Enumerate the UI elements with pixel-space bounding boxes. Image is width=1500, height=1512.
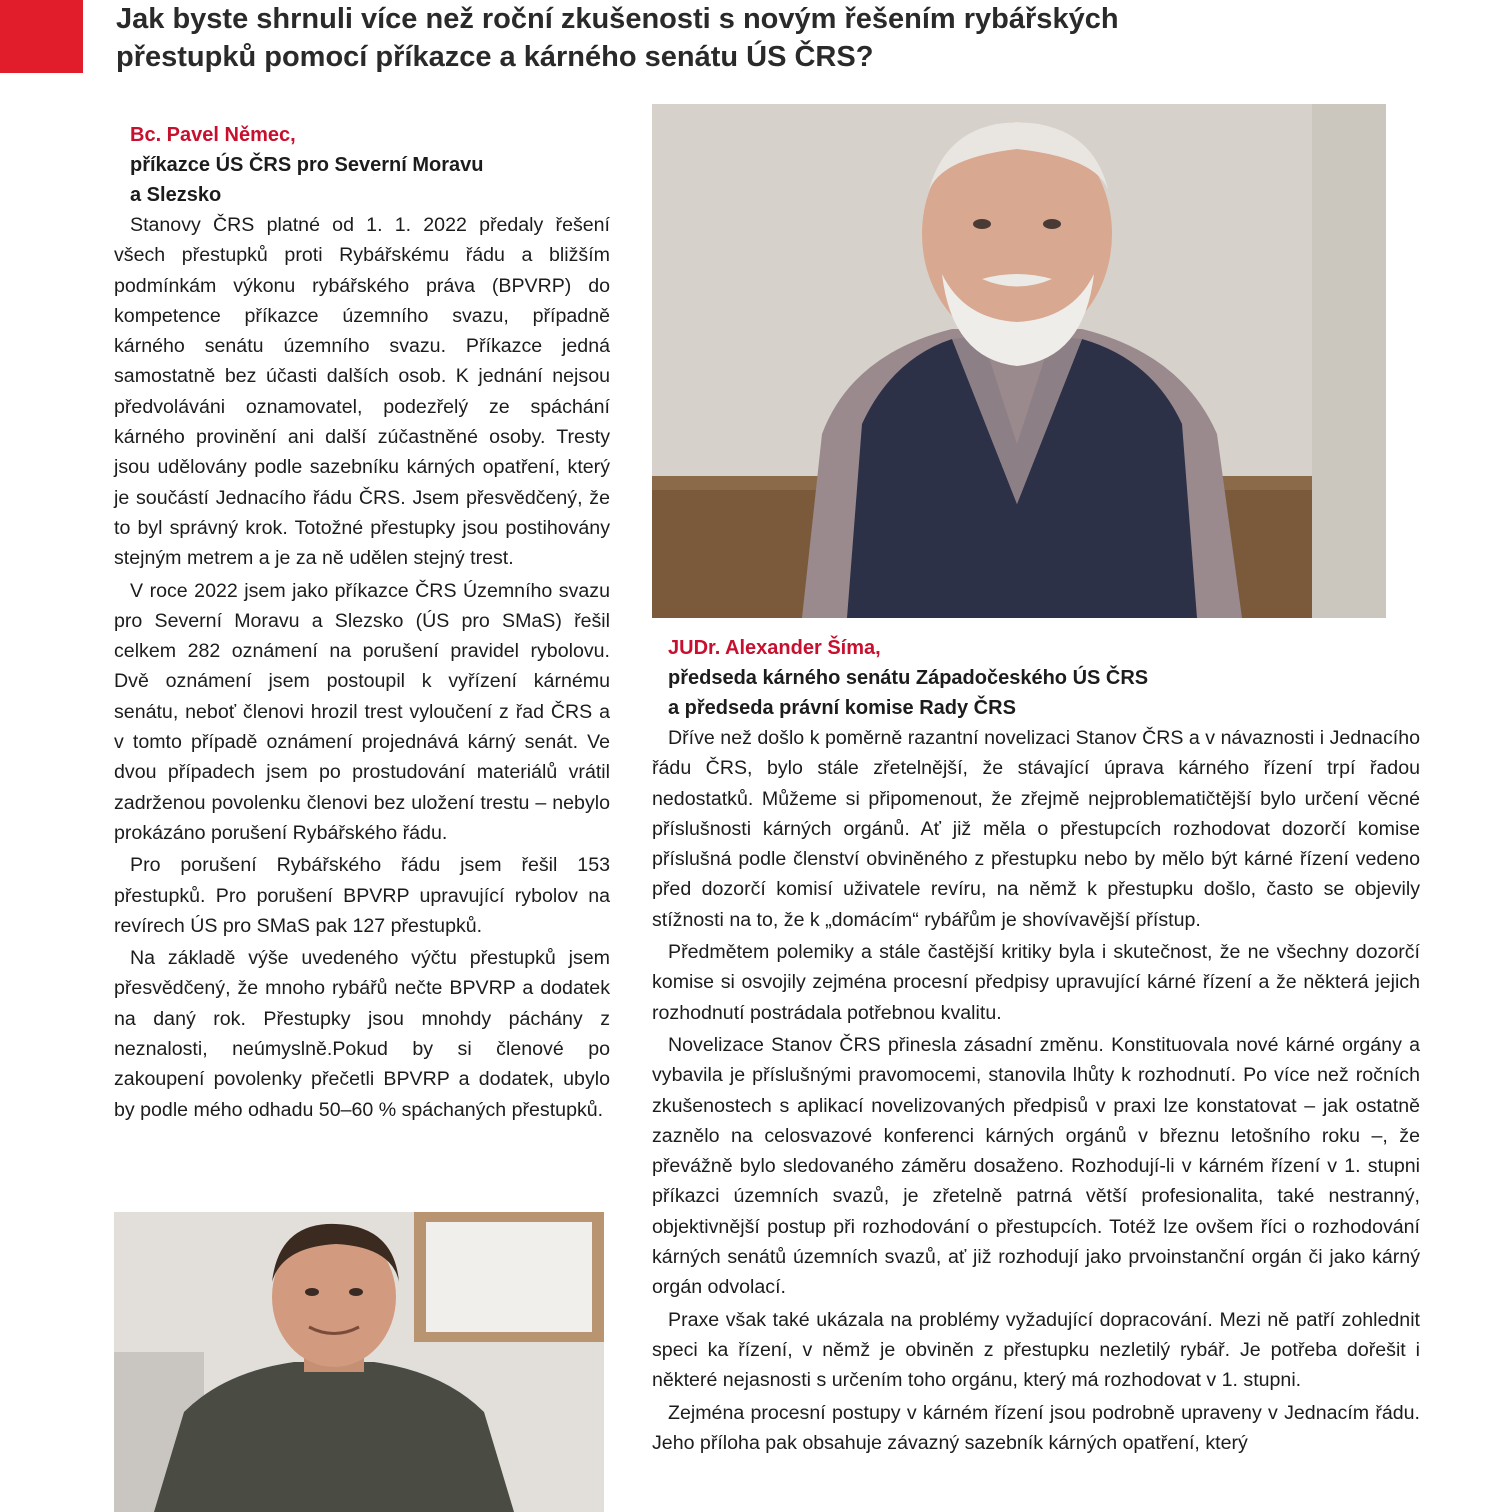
accent-bar — [0, 0, 83, 73]
portrait-illustration — [652, 104, 1386, 618]
author-name: JUDr. Alexander Šíma, — [668, 637, 881, 659]
portrait-illustration — [114, 1212, 604, 1512]
paragraph: Dříve než došlo k poměrně razantní novelizaci Stanov ČRS a v návaznosti i Jednacího řádu ČRS, bylo stále zřetelnější, že stávající úprava kárného řízení trpí řadou nedostatků. Můžeme si připomenout, že zřejmě nejproblematičtější bylo určení věcné příslušnosti kárných orgánů. Ať již měla o přestupcích rozhodovat dozorčí komise příslušná podle členství obviněného z přestupku nebo by mělo být kárné řízení vedeno před dozorčí komisí uživatele revíru, na němž k přestupku došlo, často se objevily stížnosti na to, že k „domácím“ rybářům je shovívavější přístup. — [652, 727, 1420, 931]
author-role-line: příkazce ÚS ČRS pro Severní Moravu — [130, 154, 484, 176]
left-column — [114, 120, 610, 1127]
right-column — [652, 633, 1420, 1460]
paragraph: Předmětem polemiky a stále častější kritiky byla i skutečnost, že ne všechny dozorčí komise si osvojily zejména procesní předpisy upravující kárné řízení a že některá jejich rozhodnutí postrádala potřebnou kvalitu. — [652, 941, 1420, 1024]
paragraph: V roce 2022 jsem jako příkazce ČRS Územního svazu pro Severní Moravu a Slezsko (ÚS pro SMaS) řešil celkem 282 oznámení na porušení pravidel rybolovu. Dvě oznámení jsem postoupil k vyřízení kárnému senátu, neboť členovi hrozil trest vyloučení z řad ČRS a v tomto případě oznámení projednává kárný senát. Ve dvou případech jsem po prostudování materiálů vrátil zadrženou povolenku členovi bez uložení trestu – nebylo prokázáno porušení Rybářského řádu. — [114, 579, 610, 844]
paragraph: Zejména procesní postupy v kárném řízení jsou podrobně upraveny v Jednacím řádu. Jeho příloha pak obsahuje závazný sazebník kárných opatření, který — [652, 1401, 1420, 1454]
paragraph: Stanovy ČRS platné od 1. 1. 2022 předaly řešení všech přestupků proti Rybářskému řádu a bližším podmínkám výkonu rybářského práva (BPVRP) do kompetence příkazce územního svazu, případně kárného senátu územního svazu. Příkazce jedná samostatně bez účasti dalších osob. K jednání nejsou předvoláváni oznamovatel, podezřelý ze spáchání kárného provinění ani další zúčastněné osoby. Tresty jsou udělovány podle sazebníku kárných opatření, který je součástí Jednacího řádu ČRS. Jsem přesvědčený, že to byl správný krok. Totožné přestupky jsou postihovány stejným metrem a je za ně udělen stejný trest. — [114, 214, 610, 570]
question-line: Jak byste shrnuli více než roční zkušenosti s novým řešením rybářských — [116, 3, 1119, 35]
author-role-line: předseda kárného senátu Západočeského ÚS ČRS — [668, 667, 1149, 689]
page-question — [116, 0, 1436, 76]
portrait-photo-sima — [652, 104, 1386, 618]
question-line: přestupků pomocí příkazce a kárného senátu ÚS ČRS? — [116, 41, 874, 73]
paragraph: Pro porušení Rybářského řádu jsem řešil 153 přestupků. Pro porušení BPVRP upravující rybolov na revírech ÚS pro SMaS pak 127 přestupků. — [114, 854, 610, 937]
author-role-line: a předseda právní komise Rady ČRS — [668, 697, 1016, 719]
author-role-line: a Slezsko — [130, 184, 222, 206]
author-name: Bc. Pavel Němec, — [130, 124, 296, 146]
paragraph: Praxe však také ukázala na problémy vyžadující dopracování. Mezi ně patří zohlednit speci ka řízení, v němž je obviněn z přestupku nezletilý rybář. Je potřeba dořešit i některé nejasnosti s určením toho orgánu, který má rozhodovat v 1. stupni. — [652, 1308, 1420, 1392]
portrait-photo-nemec — [114, 1212, 604, 1512]
paragraph: Novelizace Stanov ČRS přinesla zásadní změnu. Konstituovala nové kárné orgány a vybavila je příslušnými pravomocemi, stanovila lhůty k rozhodnutí. Po více než ročních zkušenostech s aplikací novelizovaných předpisů v praxi lze konstatovat – jak ostatně zaznělo na celosvazové konferenci kárných orgánů v březnu letošního roku –, že převážně bylo sledovaného záměru dosaženo. Rozhodují-li v kárném řízení v 1. stupni příkazci územních svazů, je zřetelně patrná větší profesionalita, také nestranný, objektivnější postup při rozhodování o přestupcích. Totéž lze ovšem říci o rozhodování kárných senátů územních svazů, ať již rozhodují jako prvoinstanční orgán či jako kárný orgán odvolací. — [652, 1033, 1420, 1299]
paragraph: Na základě výše uvedeného výčtu přestupků jsem přesvědčený, že mnoho rybářů nečte BPVRP a dodatek na daný rok. Přestupky jsou mnohdy páchány z neznalosti, neúmyslně.Pokud by si členové po zakoupení povolenky přečetli BPVRP a dodatek, ubylo by podle mého odhadu 50–60 % spáchaných přestupků. — [114, 947, 610, 1121]
